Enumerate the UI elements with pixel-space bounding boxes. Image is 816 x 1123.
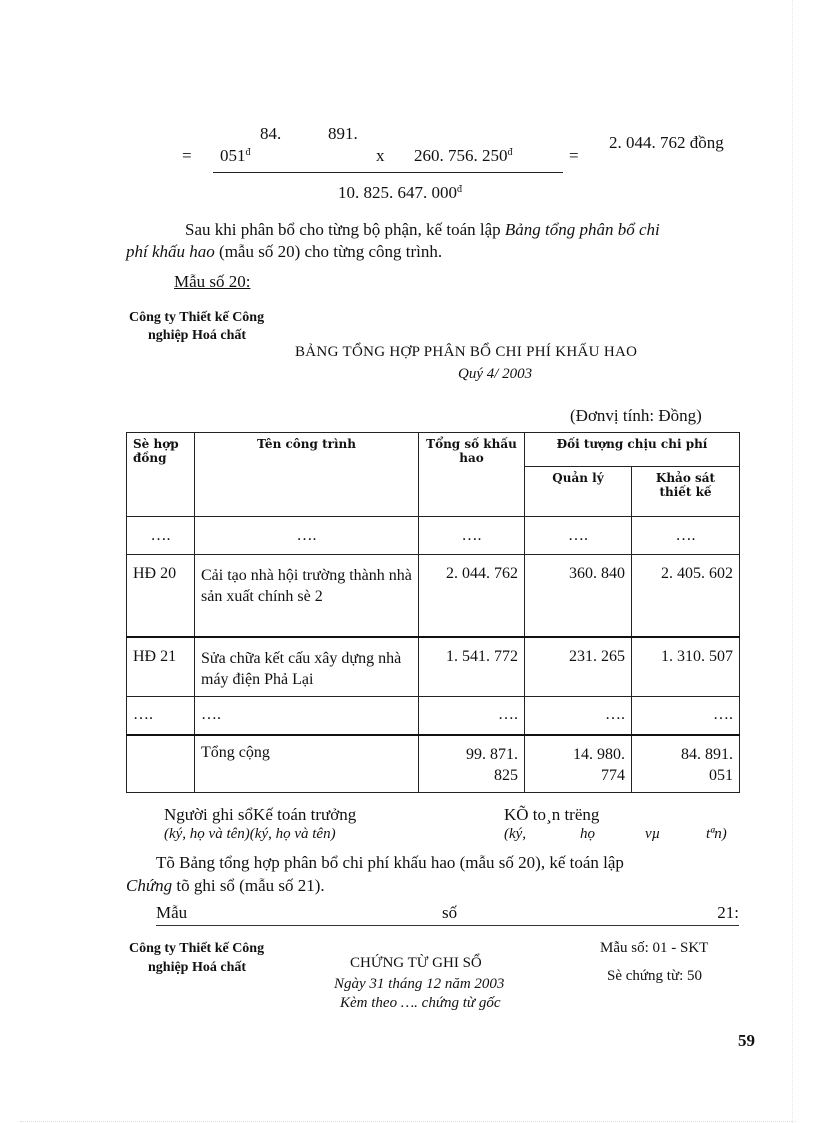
header-mgmt: Quản lý [525,467,632,517]
form20-company-line2: nghiệp Hoá chất [148,328,247,343]
cell-contract: …. [127,697,195,735]
signature-hint-right-2: họ [580,826,595,842]
cell-total-sum: 99. 871. 825 [419,735,525,793]
table-row [127,637,740,697]
cell-project: …. [195,517,419,555]
cell-survey-sum: 84. 891. 051 [632,735,740,793]
form21-title: CHỨNG TỪ GHI SỔ [350,955,482,971]
page-number: 59 [738,1031,755,1050]
formula-equals-2: = [569,146,579,165]
formula-num-d: 260. 756. $250^đ$ [414,146,513,165]
signature-verifier: KÕ to¸n trëng [504,805,600,824]
formula-denominator: 10. 825. 647. $000^đ$ [338,183,462,202]
header-contract: Sè hợp đồng [127,433,195,517]
formula-result: 2. 044. 762 đồng [609,133,724,152]
form21-attached: Kèm theo …. chứng từ gốc [340,995,501,1011]
signature-hint-left: (ký, họ và tên)(ký, họ và tên) [164,826,336,842]
form21-form-no: Mẫu số: 01 - SKT [600,940,709,956]
header-group: Đối tượng chịu chi phí [525,433,740,467]
formula-num-c: $051^đ$ [220,146,251,165]
cell-survey: …. [632,517,740,555]
cell-contract: HĐ 21 [127,637,195,697]
cell-contract: …. [127,517,195,555]
signature-hint-right-1: (ký, [504,826,527,842]
form21-company-line2: nghiệp Hoá chất [148,960,247,975]
depreciation-table [126,432,740,793]
signature-hint-right-4: tªn) [706,826,727,842]
para1-line1: Sau khi phân bổ cho từng bộ phận, kế toán lập Bảng tổng phân bổ chi [185,220,660,239]
table-row [127,517,740,555]
cell-mgmt: 360. 840 [525,555,632,637]
form20-title: BẢNG TỔNG HỢP PHÂN BỔ CHI PHÍ KHẤU HAO [295,344,638,360]
form20-heading: Mẫu số 20: [174,272,251,291]
form20-unit: (Đơnvị tính: Đồng) [570,406,702,425]
table-row-total [127,735,740,793]
formula-num-b: 891. [328,124,358,143]
table-row [127,697,740,735]
header-total: Tổng số khấu hao [419,433,525,517]
cell-mgmt: 231. 265 [525,637,632,697]
formula-equals-1: = [182,146,192,165]
header-project: Tên công trình [195,433,419,517]
cell-survey: 2. 405. 602 [632,555,740,637]
cell-total: 1. 541. 772 [419,637,525,697]
cell-total: 2. 044. 762 [419,555,525,637]
signature-hint-right-3: vµ [645,826,661,842]
cell-mgmt: …. [525,517,632,555]
fraction-bar [213,172,563,173]
cell-project: Sửa chữa kết cấu xây dựng nhà máy điện Phả Lại [195,637,419,697]
cell-project: …. [195,697,419,735]
cell-contract: HĐ 20 [127,555,195,637]
cell-total: …. [419,517,525,555]
table-row [127,555,740,637]
para2-line2: Chứng tõ ghi sổ (mẫu số 21). [126,876,325,895]
form21-company-line1: Công ty Thiết kế Công [129,941,265,956]
cell-contract [127,735,195,793]
cell-total: …. [419,697,525,735]
para2-line1: Tõ Bảng tổng hợp phân bổ chi phí khấu hao (mẫu số 20), kế toán lập [156,853,624,872]
form20-company-line1: Công ty Thiết kế Công [129,310,265,325]
signature-recorder: Người ghi sổKế toán trưởng [164,805,357,824]
cell-project: Cải tạo nhà hội trường thành nhà sản xuất chính sè 2 [195,555,419,637]
cell-total-label: Tổng cộng [195,735,419,793]
cell-mgmt-sum: 14. 980. 774 [525,735,632,793]
formula-num-a: 84. [260,124,282,143]
cell-survey: …. [632,697,740,735]
formula-times: x [376,146,385,165]
page-border-right [792,0,793,1123]
form21-doc-no: Sè chứng từ: 50 [607,968,703,984]
form21-heading: Mẫu số 21: [156,903,739,926]
form21-date: Ngày 31 tháng 12 năm 2003 [334,976,505,992]
header-survey: Khảo sát thiết kế [632,467,740,517]
para1-line2: phí khấu hao (mẫu số 20) cho từng công trình. [126,242,443,261]
form20-period: Quý 4/ 2003 [458,366,533,382]
page-border-bottom [20,1121,796,1122]
cell-mgmt: …. [525,697,632,735]
cell-survey: 1. 310. 507 [632,637,740,697]
